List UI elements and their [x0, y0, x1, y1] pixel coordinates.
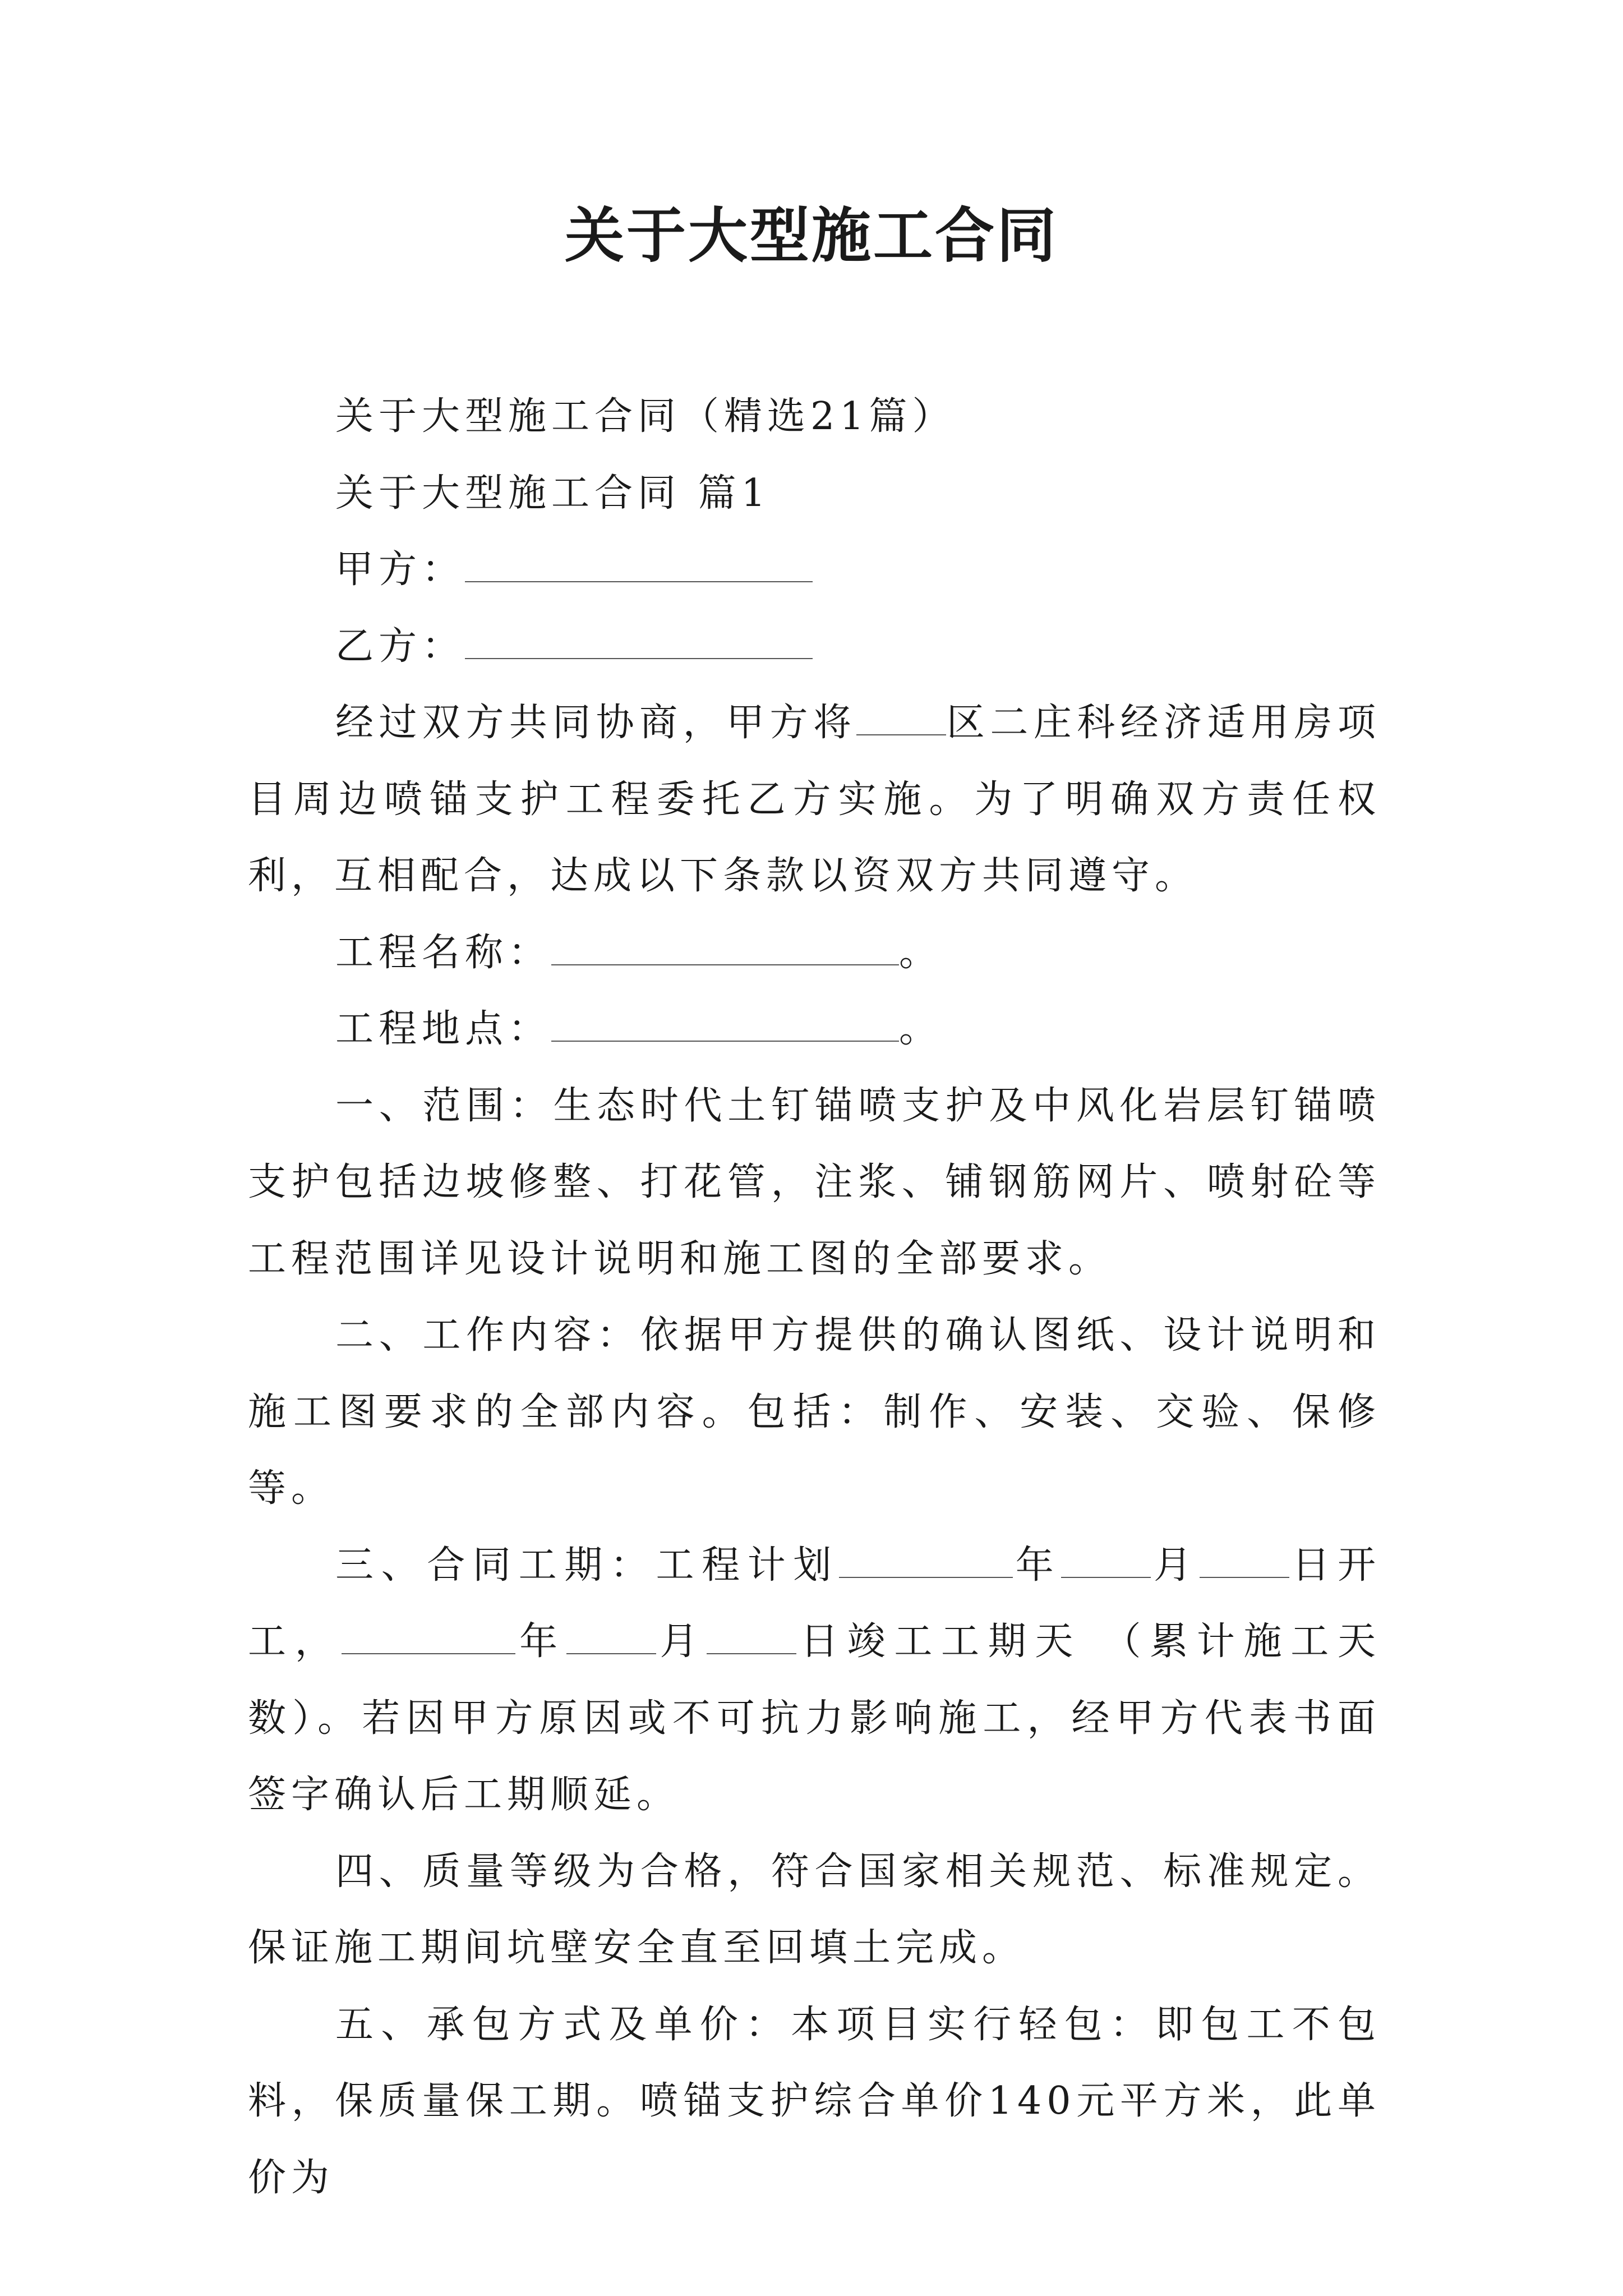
intro-text-1: 经过双方共同协商，甲方将 [335, 701, 857, 745]
district-blank [856, 700, 946, 735]
period-mark: 。 [899, 1007, 943, 1051]
project-location-line [248, 991, 1381, 1068]
section-heading: 关于大型施工合同 篇1 [335, 471, 771, 516]
project-location-blank [551, 1006, 899, 1042]
month-label: 月 [656, 1619, 707, 1664]
party-b-blank [465, 623, 813, 659]
start-year-blank [839, 1542, 1013, 1578]
year-label: 年 [515, 1619, 566, 1664]
subtitle-line: 关于大型施工合同（精选21篇） [335, 394, 956, 439]
intro-paragraph [248, 685, 1381, 915]
end-day-blank [707, 1618, 796, 1654]
clause-3-end: 日竣工工期天 （累计施工天数）。若因甲方原因或不可抗力影响施工，经甲方代表书面签字确认后工期顺延。 [248, 1619, 1381, 1817]
clause-3-intro: 三、合同工期：工程计划 [335, 1543, 840, 1588]
clause-5: 五、承包方式及单价：本项目实行轻包：即包工不包料，保质量保工期。喷锚支护综合单价140元平方米，此单价为 [248, 2002, 1381, 2200]
party-b-label: 乙方： [335, 624, 465, 669]
clause-2: 二、工作内容：依据甲方提供的确认图纸、设计说明和施工图要求的全部内容。包括：制作、安装、交验、保修等。 [248, 1313, 1381, 1511]
month-label: 月 [1151, 1543, 1200, 1588]
clause-3 [248, 1527, 1381, 1834]
end-month-blank [566, 1618, 656, 1654]
document-title: 关于大型施工合同 [565, 200, 1058, 270]
start-label: 日开工， [248, 1543, 1381, 1664]
project-name-blank [551, 930, 899, 965]
project-name-line [248, 915, 1381, 992]
party-b-line [248, 609, 1381, 685]
period-mark: 。 [899, 930, 943, 975]
intro-text-2: 区二庄科经济适用房项目周边喷锚支护工程委托乙方实施。为了明确双方责任权利，互相配合，达成以下条款以资双方共同遵守。 [248, 701, 1381, 898]
end-year-blank [342, 1618, 515, 1654]
start-month-blank [1061, 1542, 1151, 1578]
clause-1: 一、范围：生态时代土钉锚喷支护及中风化岩层钉锚喷支护包括边坡修整、打花管，注浆、铺钢筋网片、喷射砼等工程范围详见设计说明和施工图的全部要求。 [248, 1083, 1381, 1281]
document-body [248, 379, 1381, 2216]
year-label: 年 [1013, 1543, 1062, 1588]
party-a-blank [465, 546, 813, 582]
project-name-label: 工程名称： [335, 930, 552, 975]
party-a-line [248, 532, 1381, 609]
start-day-blank [1200, 1542, 1289, 1578]
clause-4: 四、质量等级为合格，符合国家相关规范、标准规定。保证施工期间坑壁安全直至回填土完成。 [248, 1849, 1381, 1970]
project-location-label: 工程地点： [335, 1007, 552, 1051]
party-a-label: 甲方： [335, 547, 465, 592]
